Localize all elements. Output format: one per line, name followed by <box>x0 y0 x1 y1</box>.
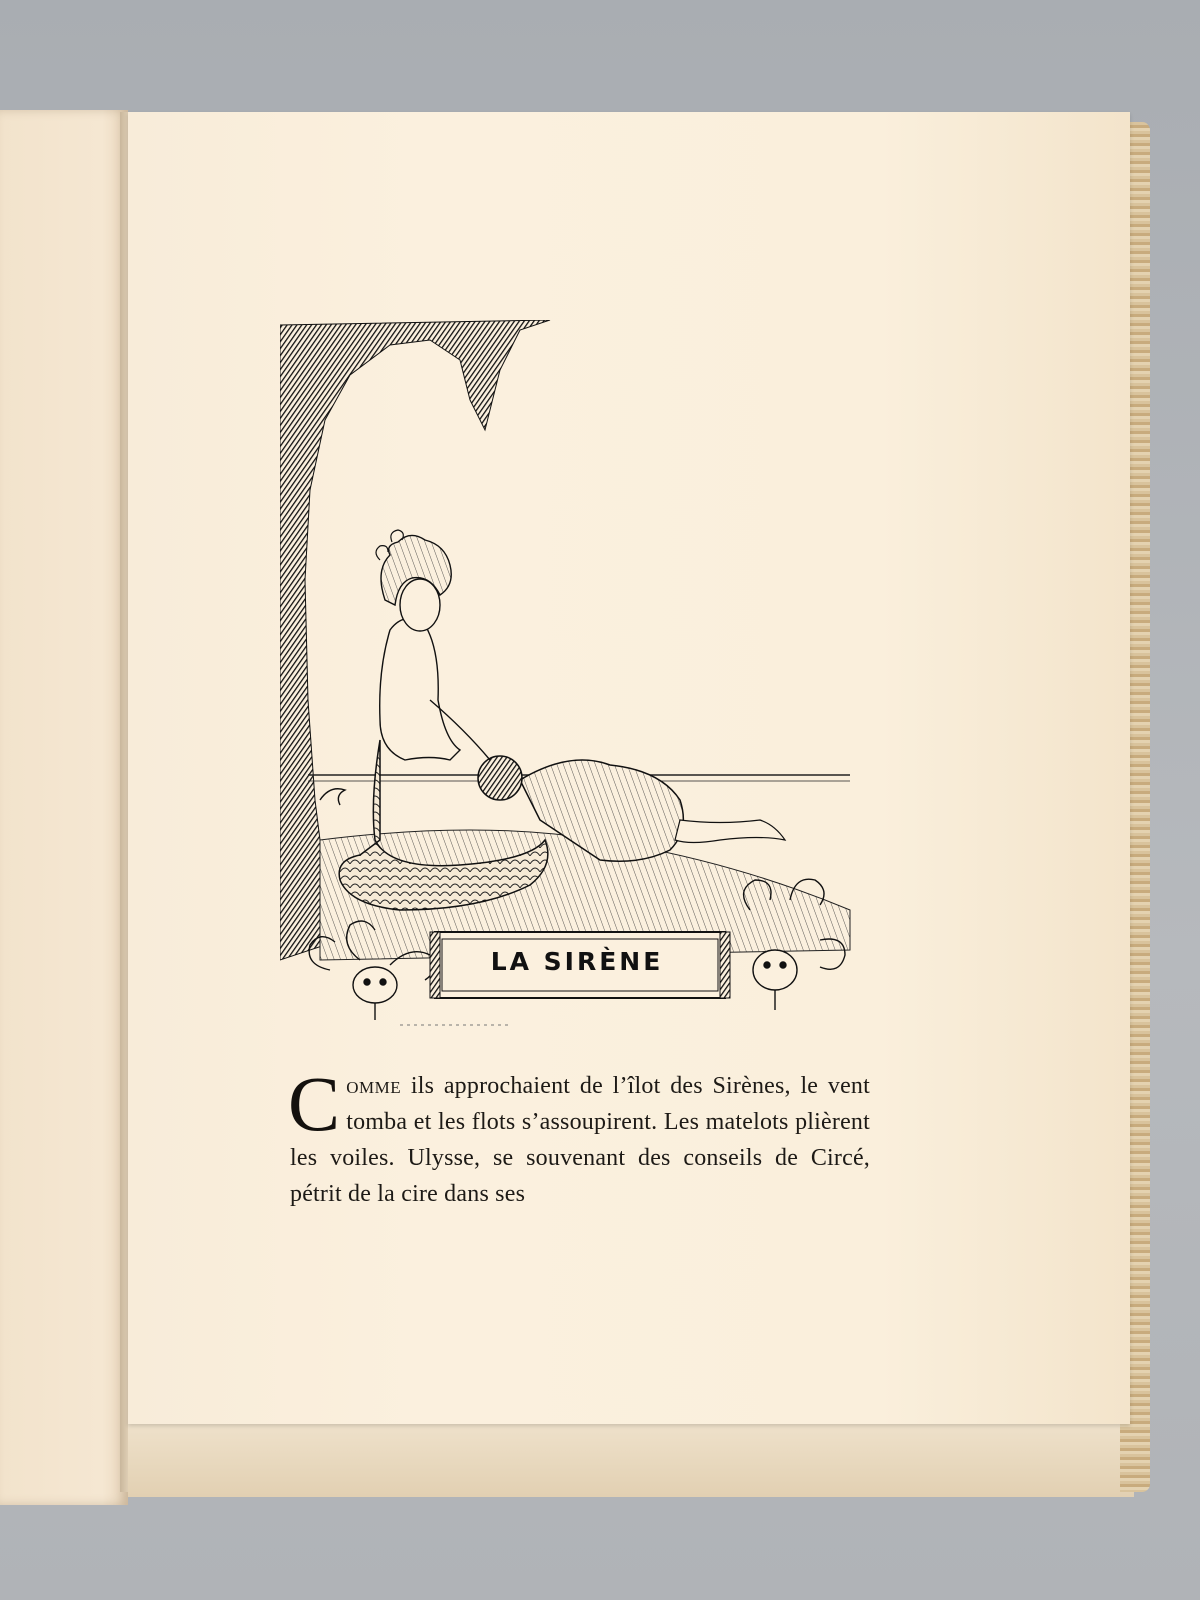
page-edges-bottom <box>128 1418 1134 1497</box>
opening-paragraph <box>288 1060 870 1212</box>
dropcap: C <box>288 1060 341 1147</box>
cartouche-title: LA SIRÈNE <box>490 947 664 976</box>
mermaid-body <box>380 619 460 760</box>
siren-illustration <box>280 320 870 1040</box>
paragraph-text: ils approchaient de l’îlot des Sirènes, le vent tomba et les flots s’assoupirent. Les matelots plièrent les voiles. Ulysse, se souvenant des conseils de Circé, pétrit de la cire dans ses <box>290 1073 870 1207</box>
left-page <box>0 110 128 1505</box>
body-text <box>288 1060 870 1212</box>
smallcaps-lead: omme <box>346 1073 402 1099</box>
